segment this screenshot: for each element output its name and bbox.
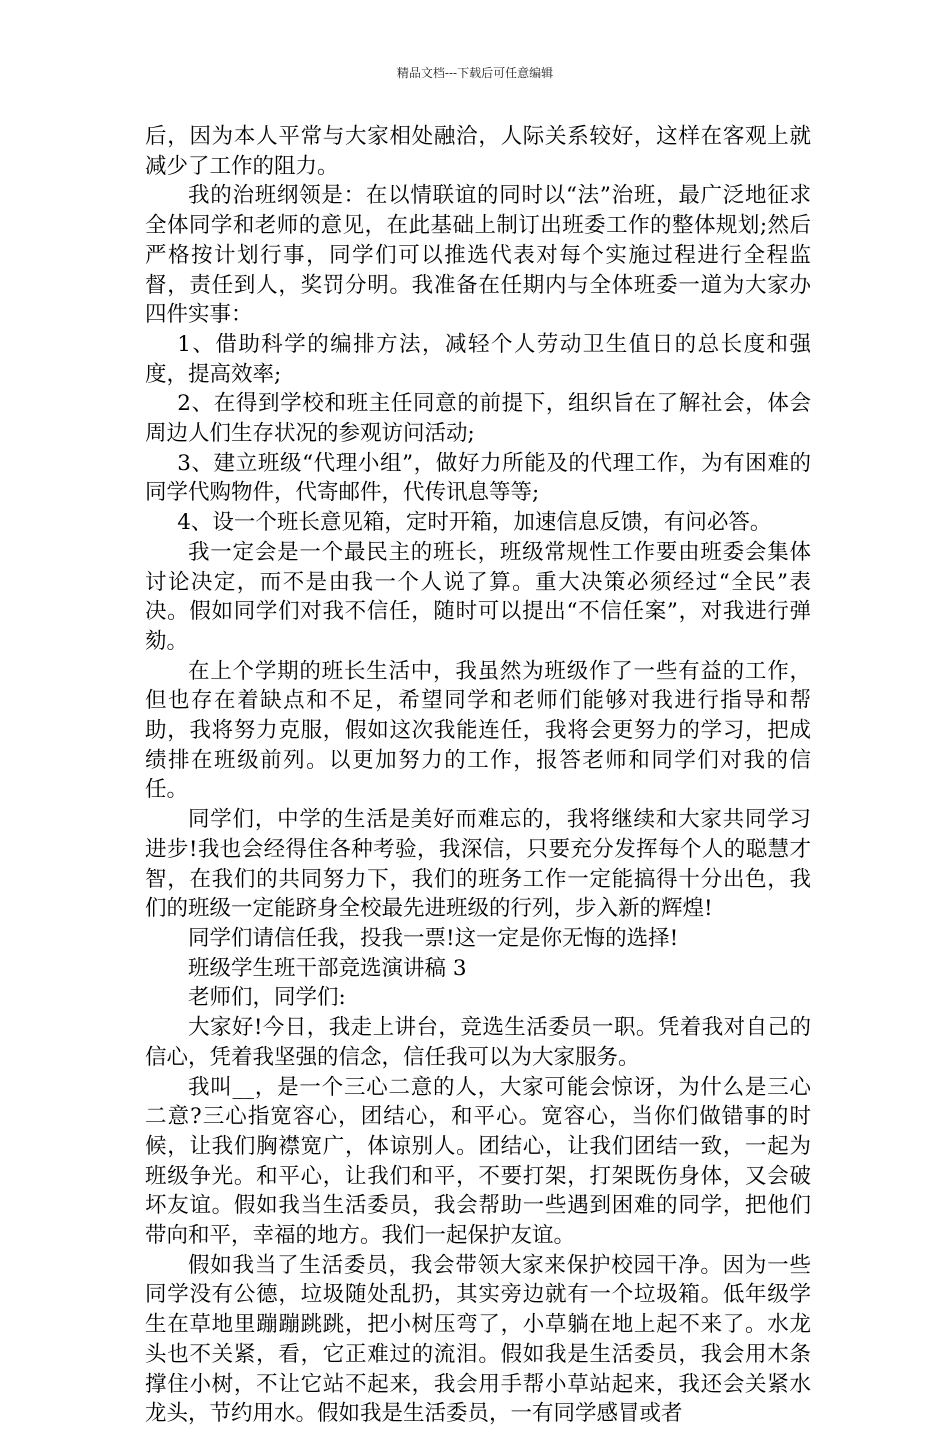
paragraph-class-program: 我的治班纲领是：在以情联谊的同时以“法”治班，最广泛地征求全体同学和老师的意见，在此基础上制订出班委工作的整体规划;然后严格按计划行事，同学们可以推选代表对每个实施过程进行全程监督，责任到人，奖罚分明。我准备在任期内与全体班委一道为大家办四件实事： bbox=[145, 183, 811, 328]
paragraph-task-4: 4、设一个班长意见箱，定时开箱，加速信息反馈，有问必答。 bbox=[177, 510, 772, 536]
paragraph-task-3: 3、建立班级“代理小组”，做好力所能及的代理工作，为有困难的同学代购物件，代寄邮件，代传讯息等等; bbox=[145, 450, 811, 506]
paragraph-introduction: 大家好!今日，我走上讲台，竞选生活委员一职。凭着我对自己的信心，凭着我坚强的信念，信任我可以为大家服务。 bbox=[145, 1015, 811, 1070]
paragraph-campus-care: 假如我当了生活委员，我会带领大家来保护校园干净。因为一些同学没有公德，垃圾随处乱扔，其实旁边就有一个垃圾箱。低年级学生在草地里蹦蹦跳跳，把小树压弯了，小草躺在地上起不来了。水龙头也不关紧，看，它正难过的流泪。假如我是生活委员，我会用木条撑住小树，不让它站不起来，我会用手帮小草站起来，我还会关紧水龙头，节约用水。假如我是生活委员，一有同学感冒或者 bbox=[145, 1252, 811, 1427]
paragraph-task-2: 2、在得到学校和班主任同意的前提下，组织旨在了解社会，体会周边人们生存状况的参观访问活动; bbox=[145, 391, 811, 447]
paragraph-three-hearts: 我叫__，是一个三心二意的人，大家可能会惊讶，为什么是三心二意?三心指宽容心，团结心，和平心。宽容心，当你们做错事的时候，让我们胸襟宽广，体谅别人。团结心，让我们团结一致，一起为班级争光。和平心，让我们和平，不要打架，打架既伤身体，又会破坏友谊。假如我当生活委员，我会帮助一些遇到困难的同学，把他们带向和平，幸福的地方。我们一起保护友谊。 bbox=[145, 1074, 811, 1249]
paragraph-democratic: 我一定会是一个最民主的班长，班级常规性工作要由班委会集体讨论决定，而不是由我一个人说了算。重大决策必须经过“全民”表决。假如同学们对我不信任，随时可以提出“不信任案”，对我进行弹劾。 bbox=[145, 539, 811, 654]
paragraph-vote-request: 同学们请信任我，投我一票!这一定是你无悔的选择! bbox=[188, 925, 679, 951]
paragraph-task-1: 1、借助科学的编排方法，减轻个人劳动卫生值日的总长度和强度，提高效率; bbox=[145, 331, 811, 387]
document-body bbox=[145, 122, 811, 1429]
paragraph-greeting: 老师们，同学们: bbox=[188, 985, 346, 1011]
paragraph-school-life: 同学们，中学的生活是美好而难忘的，我将继续和大家共同学习进步!我也会经得住各种考验，我深信，只要充分发挥每个人的聪慧才智，在我们的共同努力下，我们的班务工作一定能搞得十分出色，我们的班级一定能跻身全校最先进班级的行列，步入新的辉煌! bbox=[145, 807, 811, 922]
paragraph-continuation: 后，因为本人平常与大家相处融洽，人际关系较好，这样在客观上就减少了工作的阻力。 bbox=[145, 124, 811, 179]
paragraph-last-term: 在上个学期的班长生活中，我虽然为班级作了一些有益的工作，但也存在着缺点和不足，希望同学和老师们能够对我进行指导和帮助，我将努力克服，假如这次我能连任，我将会更努力的学习，把成绩排在班级前列。以更加努力的工作，报答老师和同学们对我的信任。 bbox=[145, 658, 811, 803]
section-heading: 班级学生班干部竞选演讲稿 3 bbox=[188, 955, 467, 981]
page-header: 精品文档---下载后可任意编辑 bbox=[396, 66, 554, 80]
